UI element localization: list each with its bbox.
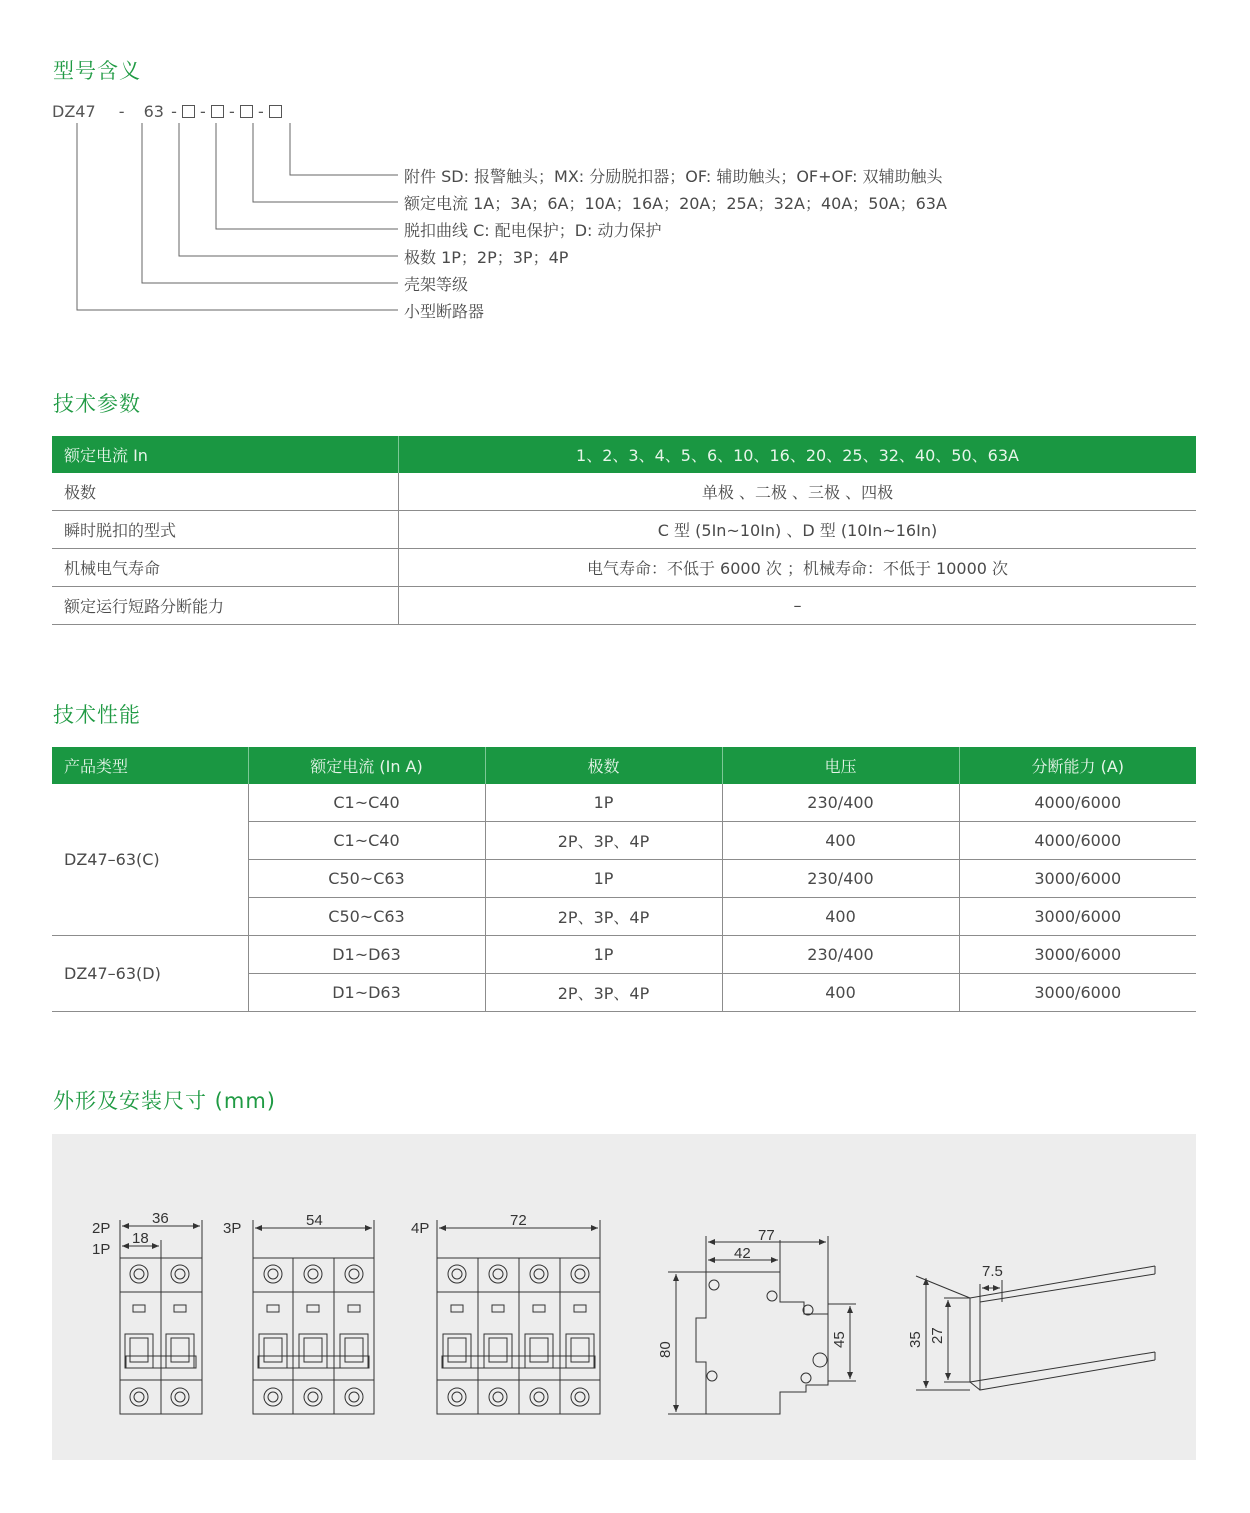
table-row: C50~C63 1P 230/400 3000/6000 <box>52 860 1196 898</box>
performance-table <box>52 747 1196 1012</box>
table-row: DZ47–63(D) D1~D63 1P 230/400 3000/6000 <box>52 936 1196 974</box>
legend-poles: 极数 1P；2P；3P；4P <box>404 248 569 267</box>
dim-42: 42 <box>734 1245 751 1262</box>
dim-80: 80 <box>657 1341 674 1358</box>
params-header-value: 1、2、3、4、5、6、10、16、20、25、32、40、50、63A <box>399 436 1197 473</box>
dim-7-5: 7.5 <box>982 1263 1003 1280</box>
table-row: C1~C40 2P、3P、4P 400 4000/6000 <box>52 822 1196 860</box>
dim-27: 27 <box>929 1327 946 1344</box>
model-code: DZ47 - 63 - - - - <box>52 102 282 121</box>
din-rail <box>916 1266 1155 1390</box>
table-row: C50~C63 2P、3P、4P 400 3000/6000 <box>52 898 1196 936</box>
model-frame: 63 <box>143 102 164 121</box>
section-title-model-meaning: 型号含义 <box>53 59 141 83</box>
perf-type-c: DZ47–63(C) <box>52 784 248 936</box>
dim-72: 72 <box>510 1212 527 1229</box>
params-table <box>52 436 1196 625</box>
model-sep: - <box>118 102 125 121</box>
label-4p: 4P <box>411 1220 430 1237</box>
perf-header-row: 产品类型 额定电流 (In A) 极数 电压 分断能力 (A) <box>52 747 1196 784</box>
legend-current: 额定电流 1A；3A；6A；10A；16A；20A；25A；32A；40A；50A；63A <box>404 194 947 213</box>
legend-accessory: 附件 SD: 报警触头；MX: 分励脱扣器；OF: 辅助触头；OF+OF: 双辅助触头 <box>404 167 943 186</box>
dim-18: 18 <box>132 1230 149 1247</box>
table-row: 额定运行短路分断能力 – <box>52 587 1196 625</box>
table-row: 极数 单极 、二极 、三极 、四极 <box>52 473 1196 511</box>
label-2p: 2P <box>92 1220 111 1237</box>
table-row: 机械电气寿命 电气寿命：不低于 6000 次 ；机械寿命：不低于 10000 次 <box>52 549 1196 587</box>
legend-curve: 脱扣曲线 C: 配电保护；D: 动力保护 <box>404 221 662 240</box>
breaker-side-view <box>668 1236 856 1414</box>
dim-77: 77 <box>758 1227 775 1244</box>
dim-35: 35 <box>907 1331 924 1348</box>
dimension-drawing <box>52 1134 1196 1460</box>
model-series: DZ47 <box>52 102 96 121</box>
section-title-tech-performance: 技术性能 <box>53 703 141 727</box>
dim-36: 36 <box>152 1210 169 1227</box>
label-3p: 3P <box>223 1220 242 1237</box>
model-leader-lines <box>0 0 420 330</box>
section-title-tech-params: 技术参数 <box>53 392 141 416</box>
table-row: DZ47–63(C) C1~C40 1P 230/400 4000/6000 <box>52 784 1196 822</box>
breaker-3p-outline <box>253 1258 374 1414</box>
section-title-dimensions: 外形及安装尺寸 (mm) <box>53 1089 276 1113</box>
label-1p: 1P <box>92 1241 111 1258</box>
dim-54: 54 <box>306 1212 323 1229</box>
legend-breaker: 小型断路器 <box>404 302 485 321</box>
legend-frame: 壳架等级 <box>404 275 469 294</box>
perf-type-d: DZ47–63(D) <box>52 936 248 1012</box>
params-header-label: 额定电流 In <box>52 436 399 473</box>
table-row: 瞬时脱扣的型式 C 型 (5In~10In) 、D 型 (10In~16In) <box>52 511 1196 549</box>
dim-45: 45 <box>831 1331 848 1348</box>
params-header-row <box>52 436 1196 473</box>
dimension-drawing-panel <box>52 1134 1196 1460</box>
table-row: D1~D63 2P、3P、4P 400 3000/6000 <box>52 974 1196 1012</box>
